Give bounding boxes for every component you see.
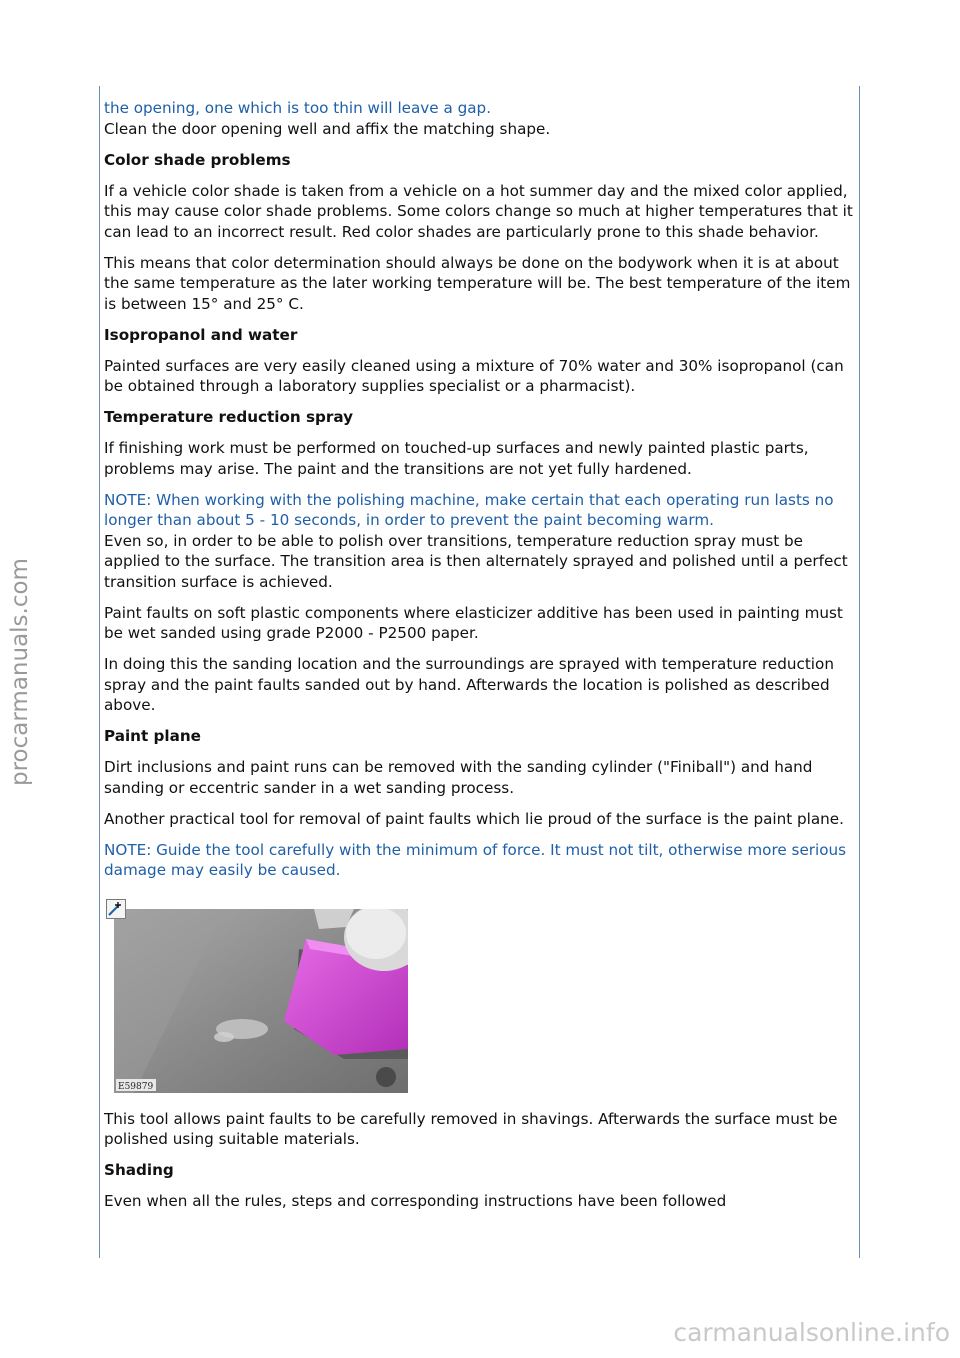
section-heading: Color shade problems xyxy=(104,150,291,169)
body-paragraph: Even so, in order to be able to polish over transitions, temperature reduction spray must be applied to the surface. The transition area is then alternately sprayed and polished until a perfect transition surface is achieved. xyxy=(104,531,848,591)
body-paragraph: If a vehicle color shade is taken from a vehicle on a hot summer day and the mixed color applied, this may cause color shade problems. Some colors change so much at higher temperatures that it can lead to an incorrect result. Red color shades are particularly prone to this shade behavior. xyxy=(104,181,853,241)
body-paragraph: This means that color determination should always be done on the bodywork when it is at about the same temperature as the later working temperature will be. The best temperature of the item is between 15° and 25° C. xyxy=(104,253,851,313)
text-block-after-figure xyxy=(104,1109,856,1212)
body-paragraph: Painted surfaces are very easily cleaned using a mixture of 70% water and 30% isopropanol (can be obtained through a laboratory supplies specialist or a pharmacist). xyxy=(104,356,844,395)
manual-page-content xyxy=(104,98,856,1222)
body-paragraph: In doing this the sanding location and the surroundings are sprayed with temperature reduction spray and the paint faults sanded out by hand. Afterwards the location is polished as described above. xyxy=(104,655,834,714)
body-paragraph: Paint faults on soft plastic components where elasticizer additive has been used in painting must be wet sanded using grade P2000 - P2500 paper. xyxy=(104,603,843,642)
section-heading: Paint plane xyxy=(104,727,201,745)
figure-code: E59879 xyxy=(118,1081,154,1092)
text-block-before-figure xyxy=(104,98,856,881)
note-paragraph: NOTE: When working with the polishing machine, make certain that each operating run lasts no longer than about 5 - 10 seconds, in order to prevent the paint becoming warm. xyxy=(104,490,834,529)
body-paragraph: Even when all the rules, steps and corresponding instructions have been followed xyxy=(104,1192,727,1210)
note-paragraph: the opening, one which is too thin will leave a gap. xyxy=(104,99,492,117)
side-watermark: procarmanuals.com xyxy=(7,558,33,786)
footer-watermark: carmanualsonline.info xyxy=(673,1318,950,1347)
section-heading: Isopropanol and water xyxy=(104,325,298,344)
right-margin-rule xyxy=(859,86,860,1258)
body-paragraph: This tool allows paint faults to be carefully removed in shavings. Afterwards the surface must be polished using suitable materials. xyxy=(104,1109,838,1148)
left-margin-rule xyxy=(99,86,100,1258)
note-paragraph: NOTE: Guide the tool carefully with the minimum of force. It must not tilt, otherwise more serious damage may easily be caused. xyxy=(104,840,847,879)
body-paragraph: If finishing work must be performed on touched-up surfaces and newly painted plastic parts, problems may arise. The paint and the transitions are not yet fully hardened. xyxy=(104,439,809,478)
paint-plane-photo xyxy=(114,909,408,1093)
body-paragraph: Clean the door opening well and affix the matching shape. xyxy=(104,119,551,138)
section-heading: Shading xyxy=(104,1161,174,1179)
body-paragraph: Dirt inclusions and paint runs can be removed with the sanding cylinder ("Finiball") and hand sanding or eccentric sander in a wet sanding process. xyxy=(104,758,813,797)
section-heading: Temperature reduction spray xyxy=(104,408,354,426)
zoom-icon[interactable] xyxy=(106,899,126,919)
paint-plane-figure xyxy=(110,901,406,1093)
body-paragraph: Another practical tool for removal of paint faults which lie proud of the surface is the paint plane. xyxy=(104,809,844,828)
